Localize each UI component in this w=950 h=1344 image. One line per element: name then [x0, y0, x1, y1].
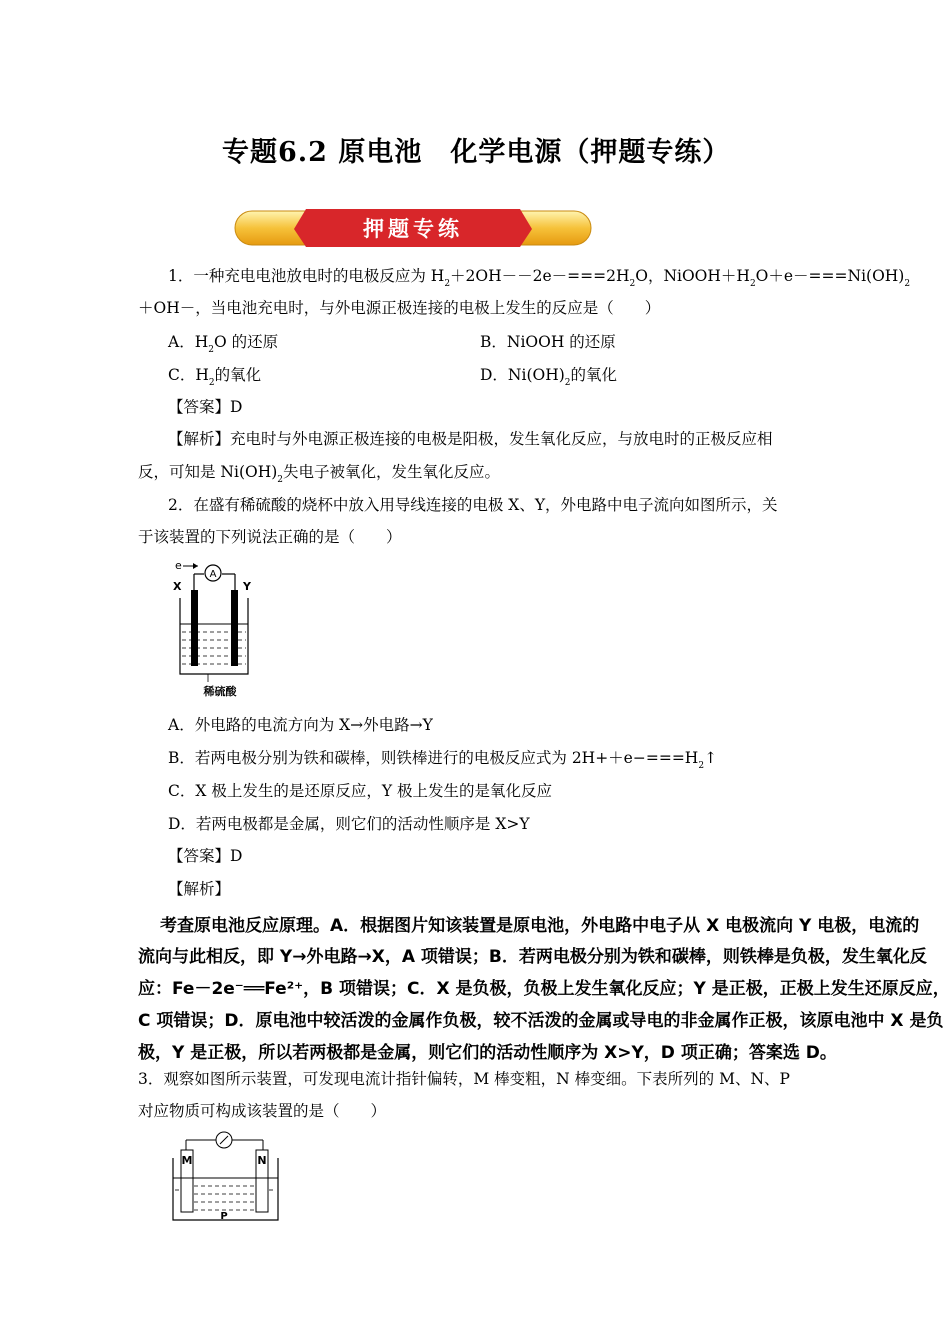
q2-analysis-line2: 流向与此相反，即 Y→外电路→X，A 项错误；B．若两电极分别为铁和碳棒，则铁棒是负极，发生氧化反: [138, 947, 927, 967]
ammeter-label: A: [209, 569, 217, 580]
rod-n-label: N: [257, 1154, 267, 1167]
q1-analysis-line2: 反，可知是 $Ni(OH)_2$失电子被氧化，发生氧化反应。: [138, 463, 501, 485]
q2-option-d: D．若两电极都是金属，则它们的活动性顺序是 X>Y: [168, 815, 530, 833]
q1-option-d: D．$Ni(OH)_2$的氧化: [480, 366, 618, 388]
q2-stem-line2: 于该装置的下列说法正确的是（ ）: [138, 528, 402, 546]
q2-option-b: B．若两电极分别为铁和碳棒，则铁棒进行的电极反应式为 $2H++e-===H_2↑$: [168, 749, 718, 771]
electrode-x-label: X: [173, 580, 182, 593]
section-banner: [234, 207, 592, 249]
page-title: 专题6.2 原电池 化学电源（押题专练）: [222, 137, 731, 168]
q2-beaker-figure: [170, 556, 260, 702]
q2-analysis-line1: 考查原电池反应原理。A．根据图片知该装置是原电池，外电路中电子从 X 电极流向 Y 电极，电流的: [160, 916, 920, 936]
electrode-y-label: Y: [243, 580, 251, 593]
q3-cell-figure: [168, 1128, 284, 1224]
q2-analysis-label: 【解析】: [168, 880, 231, 898]
q1-option-c: C．$H_2$的氧化: [168, 366, 262, 388]
electron-label: e: [175, 559, 182, 572]
rod-m-label: M: [181, 1154, 193, 1167]
electrode-x: [191, 590, 198, 666]
electrolyte-p-label: P: [220, 1211, 228, 1222]
q1-stem-line1: 1．一种充电电池放电时的电极反应为 $H_2+2OH--2e-===2H_2O$，$NiOOH+H_2O+e-===Ni(OH)_2$: [168, 267, 911, 289]
electrode-y: [231, 590, 238, 666]
q1-option-a: A．$H_2O$ 的还原: [168, 333, 279, 355]
q2-answer: 【答案】D: [168, 847, 243, 865]
q2-stem-line1: 2．在盛有稀硫酸的烧杯中放入用导线连接的电极 X、Y，外电路中电子流向如图所示，关: [168, 496, 778, 514]
q1-analysis-line1: 【解析】充电时与外电源正极连接的电极是阳极，发生氧化反应，与放电时的正极反应相: [168, 430, 773, 448]
q1-stem-line2: ＋OH－，当电池充电时，与外电源正极连接的电极上发生的反应是（ ）: [138, 299, 661, 317]
q3-stem-line1: 3．观察如图所示装置，可发现电流计指针偏转，M 棒变粗，N 棒变细。下表所列的 M、N、P: [138, 1070, 790, 1088]
q3-stem-line2: 对应物质可构成该装置的是（ ）: [138, 1102, 387, 1120]
q2-option-c: C．X 极上发生的是还原反应，Y 极上发生的是氧化反应: [168, 782, 552, 800]
q2-analysis-line3: 应：Fe－2e⁻══Fe²⁺，B 项错误；C．X 是负极，负极上发生氧化反应；Y 是正极，正极上发生还原反应，: [138, 979, 950, 999]
q2-option-a: A．外电路的电流方向为 X→外电路→Y: [168, 716, 433, 734]
banner-text: 押题专练: [363, 217, 463, 241]
q1-option-b: B．NiOOH 的还原: [480, 333, 616, 351]
q1-answer: 【答案】D: [168, 398, 243, 416]
q2-analysis-line5: 极，Y 是正极，所以若两极都是金属，则它们的活动性顺序为 X>Y，D 项正确；答案选 D。: [138, 1043, 837, 1063]
q2-analysis-line4: C 项错误；D．原电池中较活泼的金属作负极，较不活泼的金属或导电的非金属作正极，该原电池中 X 是负: [138, 1011, 944, 1031]
electrolyte-caption: 稀硫酸: [203, 685, 237, 698]
